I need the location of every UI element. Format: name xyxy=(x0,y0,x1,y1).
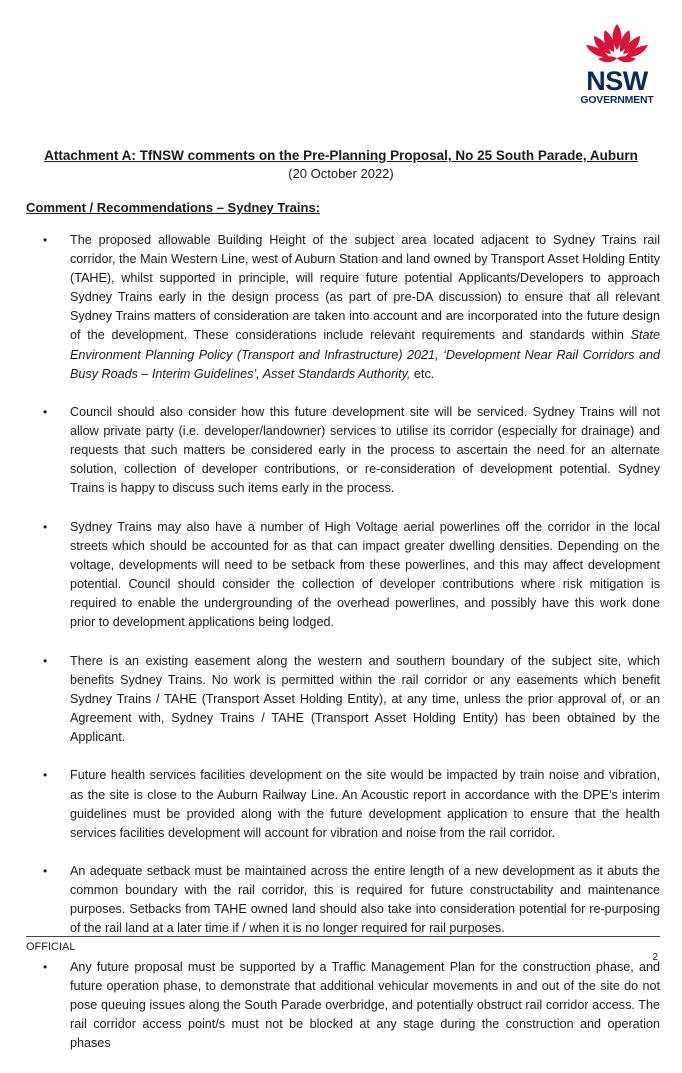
bullet-icon: • xyxy=(43,653,48,668)
document-title: Attachment A: TfNSW comments on the Pre-Planning Proposal, No 25 South Parade, Auburn xyxy=(44,148,638,163)
bullet-icon: • xyxy=(43,768,48,783)
list-item-text: Future health services facilities development on the site would be impacted by train noise and vibration, as the site is close to the Auburn Railway Line. An Acoustic report in accordance with the DPE’s interim guidelines must be provided along with the future development application to ensure that the health services facilities development will account for vibration and noise from the rail corridor. xyxy=(70,768,660,840)
list-item-tail-text: etc. xyxy=(410,366,435,381)
list-item-text: Any future proposal must be supported by a Traffic Management Plan for the construction phase, and future operation phase, to demonstrate that additional vehicular movements in and out of the site do not pose queuing issues along the South Parade overbridge, and potentially obstruct rail corridor access. The rail corridor access point/s must not be blocked at any stage during the construction and operation phases xyxy=(70,959,660,1051)
list-item-text: An adequate setback must be maintained across the entire length of a new development as it abuts the common boundary with the rail corridor, this is required for future constructability and maintenance purposes. Setbacks from TAHE owned land should also take into consideration potential for re-purposing of the rail land at a later time if / when it is no longer required for rail purposes. xyxy=(70,864,660,936)
bullet-icon: • xyxy=(43,864,48,879)
list-item xyxy=(26,958,660,1053)
list-item-italic-text: State Environment Planning Policy (Transport and Infrastructure) 2021, ‘Development Near Rail Corridors and Busy Roads – Interim Guidelines’, Asset Standards Authority, xyxy=(70,328,660,381)
list-item xyxy=(26,766,660,842)
classification-label: OFFICIAL xyxy=(26,941,76,953)
list-item xyxy=(26,231,660,384)
bullet-icon: • xyxy=(43,959,48,974)
bullet-icon: • xyxy=(43,405,48,420)
page-number: 2 xyxy=(652,952,658,963)
logo-nsw-text: NSW xyxy=(586,66,648,96)
list-item xyxy=(26,862,660,938)
footer-divider xyxy=(26,936,660,937)
bullet-icon: • xyxy=(43,519,48,534)
list-item xyxy=(26,403,660,498)
section-heading: Comment / Recommendations – Sydney Trains: xyxy=(26,200,321,215)
logo-government-text: GOVERNMENT xyxy=(580,94,654,106)
list-item-text: Sydney Trains may also have a number of High Voltage aerial powerlines off the corridor in the local streets which should be accounted for as that can impact greater dwelling densities. Depending on the voltage, developments will need to be setback from these powerlines, and this may affect development potential. Council should consider the collection of developer contributions where risk mitigation is required to enable the undergrounding of the overhead powerlines, and possibly have this work done prior to development applications being lodged. xyxy=(70,519,660,630)
list-item xyxy=(26,518,660,633)
list-item-text: The proposed allowable Building Height of the subject area located adjacent to Sydney Trains rail corridor, the Main Western Line, west of Auburn Station and land owned by Transport Asset Holding Entity (TAHE), whilst supported in principle, will require future potential Applicants/Developers to approach Sydney Trains early in the design process (as part of pre-DA discussion) to ensure that all relevant Sydney Trains matters of consideration are taken into account and are incorporated into the future design of the development. These considerations include relevant requirements and standards within xyxy=(70,233,660,343)
list-item-text: There is an existing easement along the western and southern boundary of the subject site, which benefits Sydney Trains. No work is permitted within the rail corridor or any easements which benefit Sydney Trains / TAHE (Transport Asset Holding Entity), at any time, unless the prior approval of, or an Agreement with, Sydney Trains / TAHE (Transport Asset Holding Entity) has been obtained by the Applicant. xyxy=(70,653,660,745)
document-date: (20 October 2022) xyxy=(288,166,394,181)
nsw-government-logo xyxy=(572,22,662,114)
list-item xyxy=(26,652,660,747)
bullet-icon: • xyxy=(43,233,48,247)
comment-list xyxy=(26,231,660,1073)
waratah-icon xyxy=(572,22,662,66)
list-item-text: Council should also consider how this future development site will be serviced. Sydney Trains will not allow private party (i.e. developer/landowner) services to utilise its corridor (especially for drainage) and requests that such matters be considered early in the process to ascertain the need for an alternate solution, collection of developer contributions, or re-consideration of development potential. Sydney Trains is happy to discuss such items early in the process. xyxy=(70,405,660,496)
